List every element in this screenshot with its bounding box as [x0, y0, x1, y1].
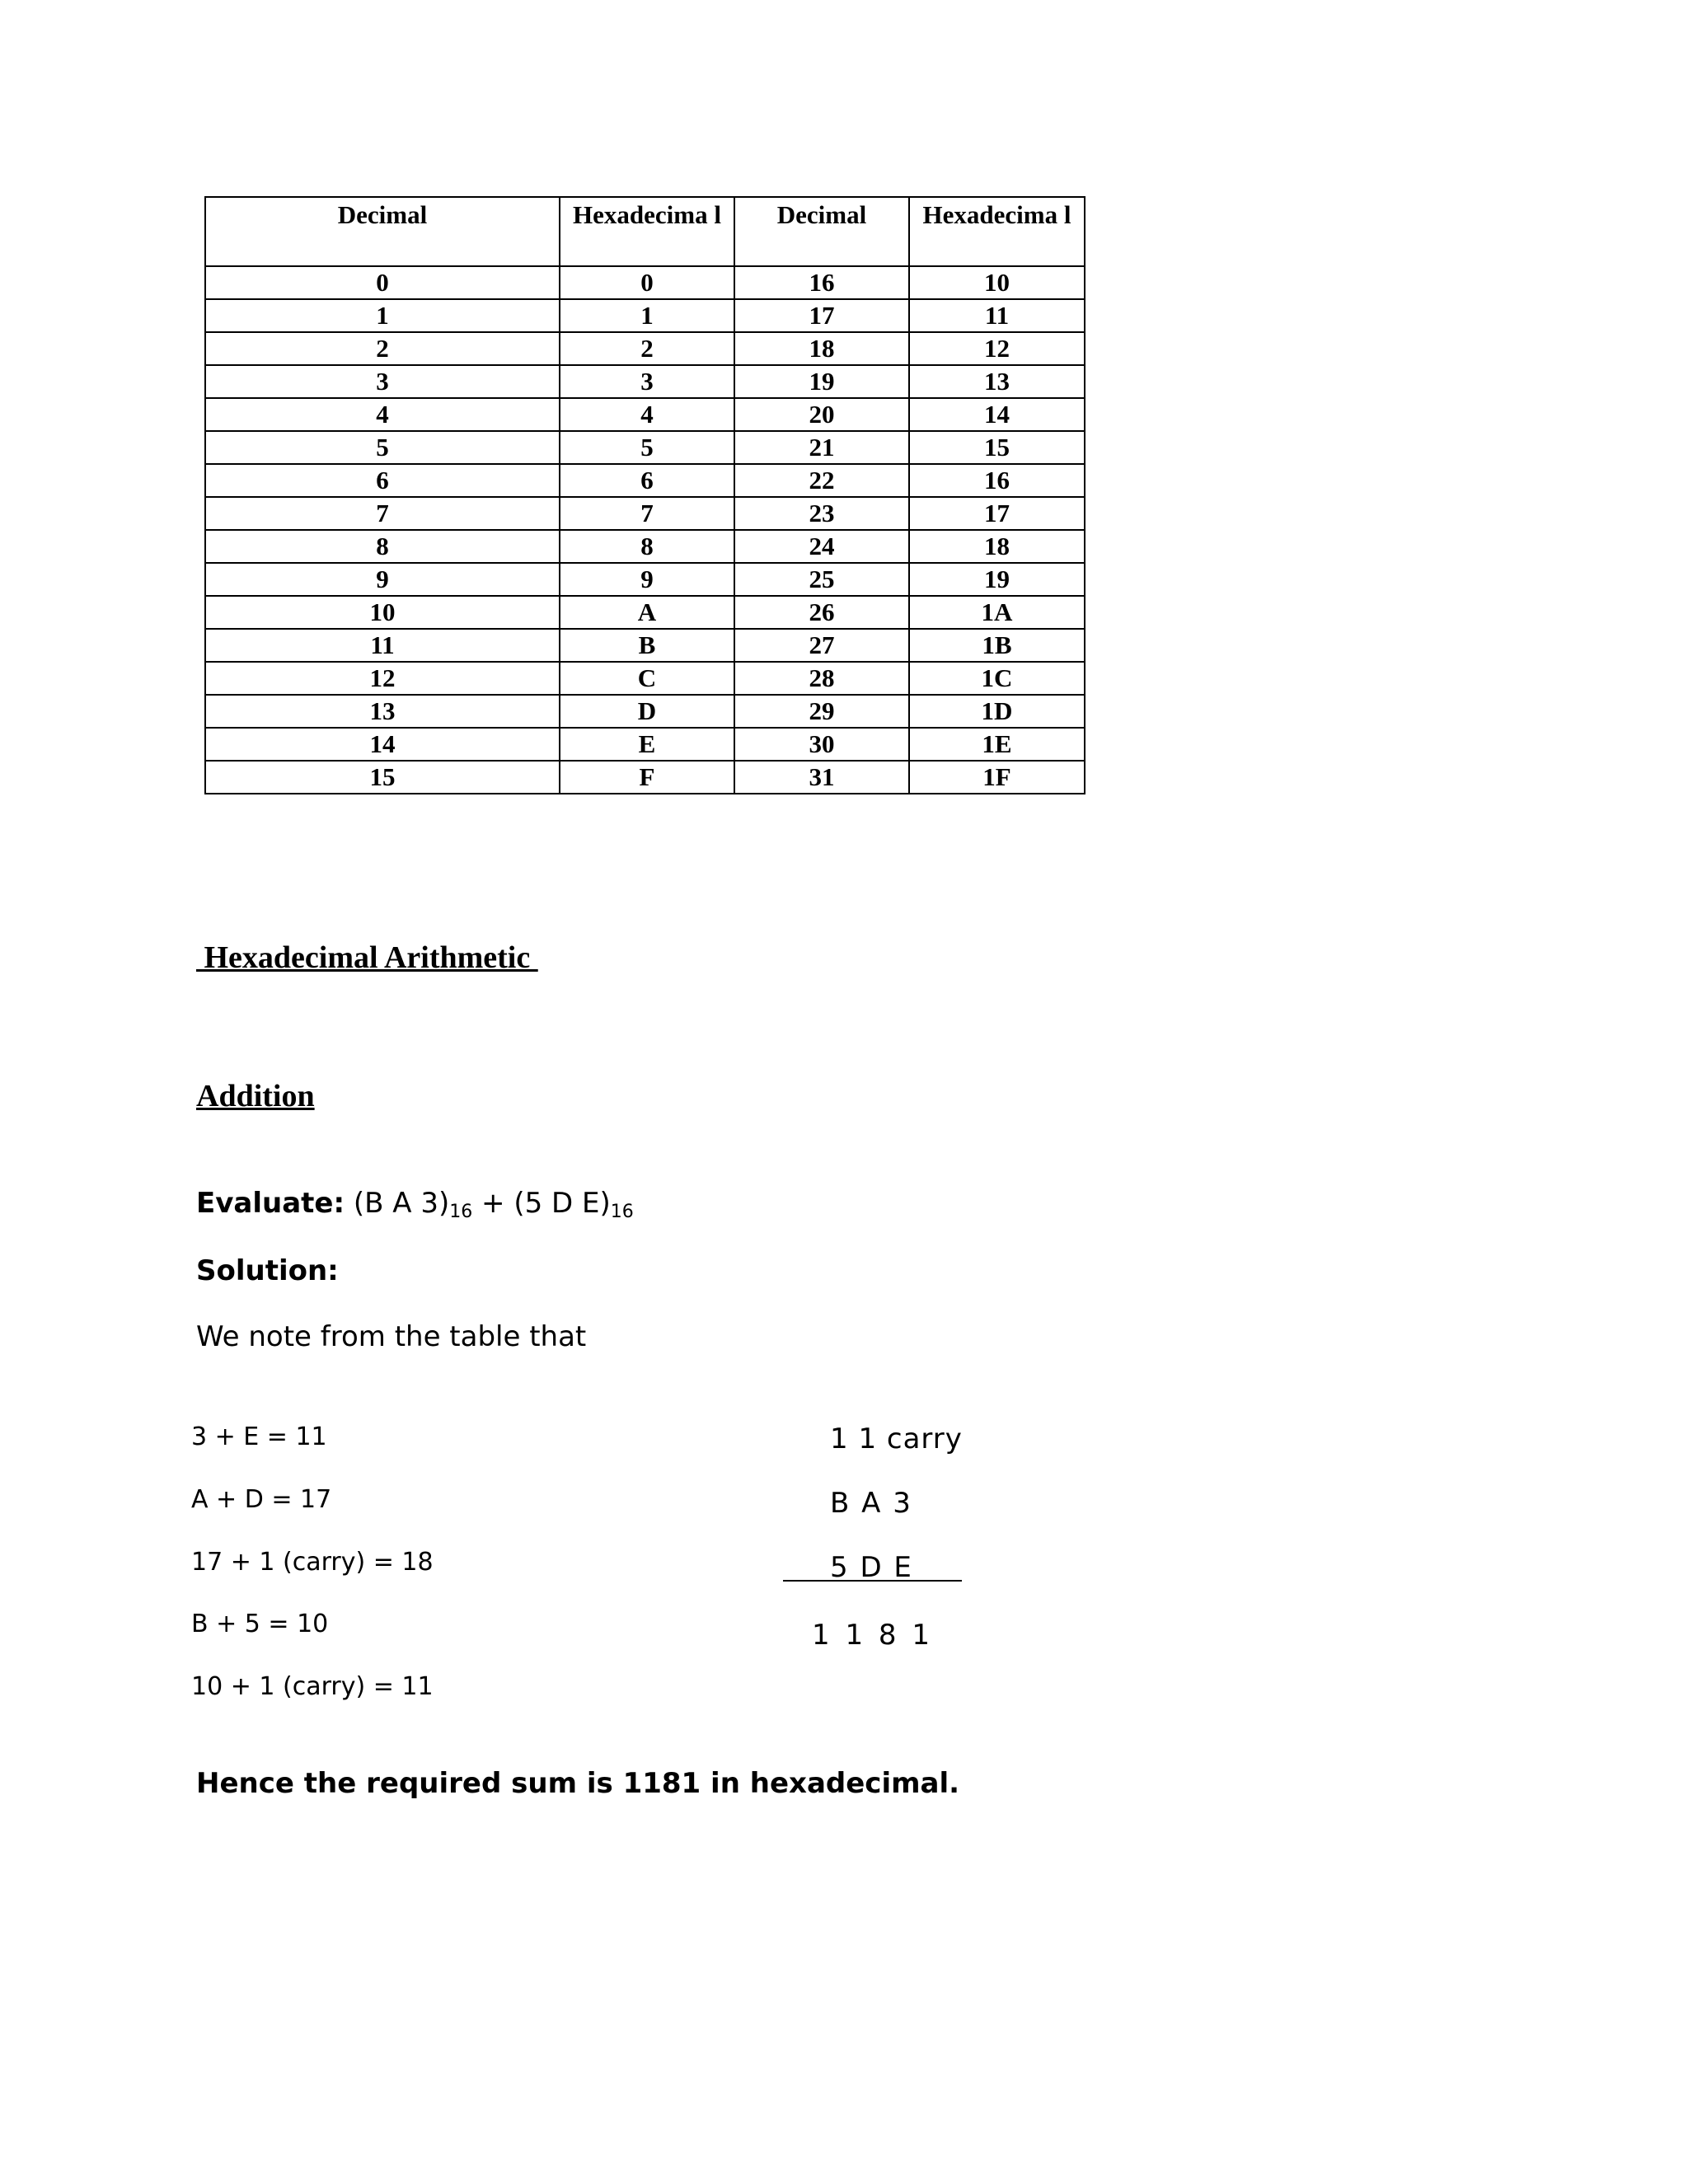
step-line: B + 5 = 10 — [191, 1610, 329, 1638]
hex-cell: 16 — [909, 464, 1085, 497]
decimal-cell: 11 — [205, 629, 560, 662]
decimal-cell: 9 — [205, 563, 560, 596]
decimal-cell: 29 — [734, 695, 909, 728]
evaluate-label: Evaluate: — [196, 1187, 345, 1220]
decimal-cell: 23 — [734, 497, 909, 530]
decimal-hex-table — [204, 196, 1085, 794]
table-row — [205, 332, 1085, 365]
hex-cell: D — [560, 695, 734, 728]
hex-cell: 10 — [909, 266, 1085, 299]
column-header-decimal: Decimal — [205, 197, 560, 266]
table-row — [205, 596, 1085, 629]
table-row — [205, 629, 1085, 662]
carry-row: 1 1 carry — [830, 1422, 963, 1455]
table-row — [205, 431, 1085, 464]
step-line: A + D = 17 — [191, 1485, 332, 1514]
evaluate-base-2: 16 — [610, 1202, 634, 1222]
decimal-cell: 1 — [205, 299, 560, 332]
hex-cell: E — [560, 728, 734, 761]
table-row — [205, 761, 1085, 794]
step-line: 17 + 1 (carry) = 18 — [191, 1548, 434, 1577]
decimal-cell: 10 — [205, 596, 560, 629]
hex-cell: B — [560, 629, 734, 662]
hex-cell: 17 — [909, 497, 1085, 530]
table-row — [205, 695, 1085, 728]
hex-cell: A — [560, 596, 734, 629]
hex-cell: 1C — [909, 662, 1085, 695]
decimal-cell: 18 — [734, 332, 909, 365]
hex-cell: 1B — [909, 629, 1085, 662]
step-line: 3 + E = 11 — [191, 1422, 327, 1451]
note-text: We note from the table that — [196, 1320, 587, 1353]
hex-cell: 7 — [560, 497, 734, 530]
decimal-cell: 30 — [734, 728, 909, 761]
sum-divider — [783, 1580, 962, 1582]
table-body — [205, 266, 1085, 794]
hex-cell: 1E — [909, 728, 1085, 761]
decimal-cell: 16 — [734, 266, 909, 299]
decimal-cell: 21 — [734, 431, 909, 464]
evaluate-base-1: 16 — [449, 1202, 473, 1222]
decimal-cell: 25 — [734, 563, 909, 596]
hex-cell: 2 — [560, 332, 734, 365]
hex-cell: 15 — [909, 431, 1085, 464]
section-title: Hexadecimal Arithmetic — [196, 940, 538, 975]
hex-cell: 19 — [909, 563, 1085, 596]
decimal-cell: 22 — [734, 464, 909, 497]
decimal-cell: 4 — [205, 398, 560, 431]
table-row — [205, 563, 1085, 596]
decimal-cell: 7 — [205, 497, 560, 530]
decimal-cell: 3 — [205, 365, 560, 398]
table-row — [205, 728, 1085, 761]
decimal-cell: 2 — [205, 332, 560, 365]
hex-cell: 13 — [909, 365, 1085, 398]
step-line: 10 + 1 (carry) = 11 — [191, 1672, 434, 1701]
decimal-cell: 14 — [205, 728, 560, 761]
table-row — [205, 266, 1085, 299]
subsection-title: Addition — [196, 1079, 315, 1113]
hex-cell: 14 — [909, 398, 1085, 431]
evaluate-term-2: + (5 D E) — [472, 1187, 611, 1220]
decimal-cell: 26 — [734, 596, 909, 629]
hex-cell: 9 — [560, 563, 734, 596]
decimal-cell: 5 — [205, 431, 560, 464]
addend-row: 5 D E — [830, 1551, 913, 1584]
hex-cell: 1F — [909, 761, 1085, 794]
decimal-cell: 12 — [205, 662, 560, 695]
hex-cell: 3 — [560, 365, 734, 398]
decimal-cell: 24 — [734, 530, 909, 563]
column-header-hexadecimal: Hexadecima l — [909, 197, 1085, 266]
hex-cell: 8 — [560, 530, 734, 563]
solution-label: Solution: — [196, 1254, 339, 1287]
table-row — [205, 464, 1085, 497]
decimal-cell: 31 — [734, 761, 909, 794]
conclusion-text: Hence the required sum is 1181 in hexadecimal. — [196, 1767, 960, 1800]
sum-row: 1 1 8 1 — [812, 1619, 933, 1652]
hex-cell: 1D — [909, 695, 1085, 728]
hex-cell: C — [560, 662, 734, 695]
table-row — [205, 398, 1085, 431]
decimal-cell: 20 — [734, 398, 909, 431]
table-row — [205, 530, 1085, 563]
column-header-hexadecimal: Hexadecima l — [560, 197, 734, 266]
decimal-cell: 6 — [205, 464, 560, 497]
hex-cell: 4 — [560, 398, 734, 431]
table-row — [205, 365, 1085, 398]
decimal-cell: 28 — [734, 662, 909, 695]
hex-cell: 1 — [560, 299, 734, 332]
hex-cell: F — [560, 761, 734, 794]
table-row — [205, 662, 1085, 695]
evaluate-line — [196, 1187, 634, 1222]
decimal-cell: 19 — [734, 365, 909, 398]
decimal-cell: 13 — [205, 695, 560, 728]
hex-cell: 5 — [560, 431, 734, 464]
hex-cell: 0 — [560, 266, 734, 299]
hex-cell: 12 — [909, 332, 1085, 365]
table-header-row — [205, 197, 1085, 266]
decimal-cell: 17 — [734, 299, 909, 332]
hex-cell: 6 — [560, 464, 734, 497]
decimal-cell: 0 — [205, 266, 560, 299]
hex-cell: 11 — [909, 299, 1085, 332]
column-header-decimal: Decimal — [734, 197, 909, 266]
table-row — [205, 299, 1085, 332]
decimal-cell: 27 — [734, 629, 909, 662]
decimal-cell: 15 — [205, 761, 560, 794]
hex-cell: 1A — [909, 596, 1085, 629]
addend-row: B A 3 — [830, 1487, 912, 1520]
hex-cell: 18 — [909, 530, 1085, 563]
evaluate-term-1: (B A 3) — [345, 1187, 450, 1220]
table-row — [205, 497, 1085, 530]
decimal-cell: 8 — [205, 530, 560, 563]
